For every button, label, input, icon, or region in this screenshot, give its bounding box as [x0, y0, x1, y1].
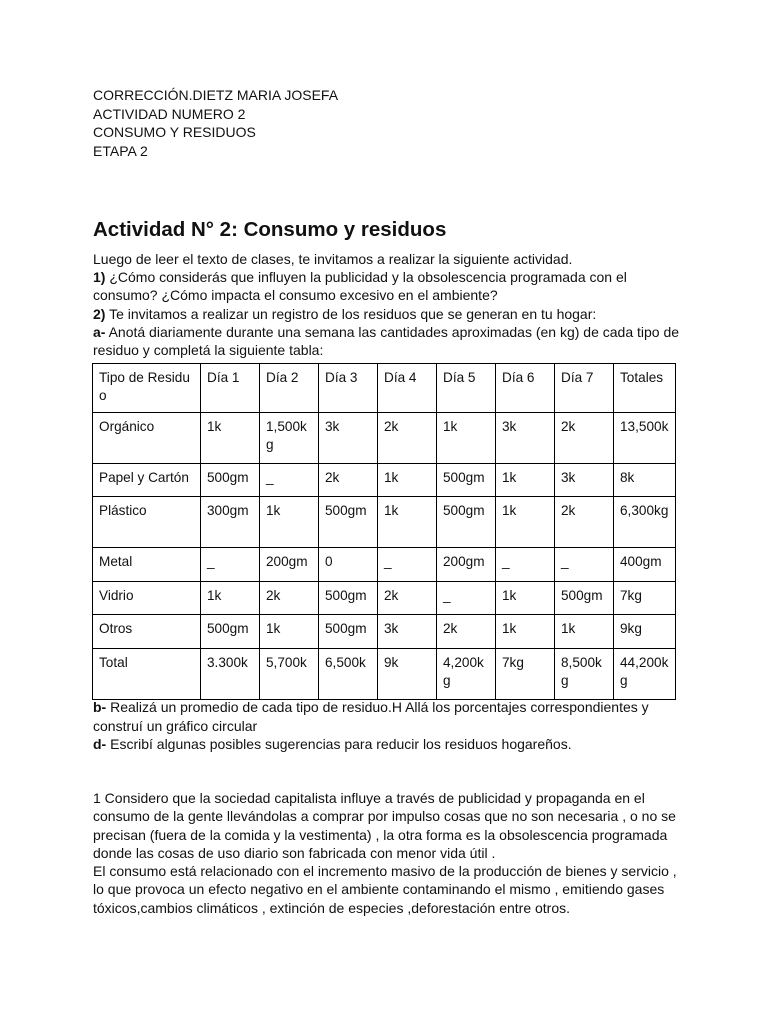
header-activity-line: ACTIVIDAD NUMERO 2	[93, 105, 246, 122]
table-cell: 44,200kg	[614, 649, 676, 700]
table-cell: 2k	[555, 497, 614, 548]
table-cell: 2k	[378, 413, 437, 464]
table-cell: 500gm	[319, 582, 378, 615]
table-cell: 6,500k	[319, 649, 378, 700]
table-cell: 1k	[260, 615, 319, 649]
table-cell: 3.300k	[201, 649, 260, 700]
table-cell: 2k	[260, 582, 319, 615]
question-1-text: ¿Cómo considerás que influyen la publicidad y la obsolescencia programada con el consumo? ¿Cómo impacta el consumo excesivo en el ambiente?	[93, 269, 627, 304]
question-a-text: Anotá diariamente durante una semana las cantidades aproximadas (en kg) de cada tipo de residuo y completá la siguiente tabla:	[93, 323, 680, 359]
table-cell: 8k	[614, 464, 676, 497]
header-cell: Día 3	[319, 364, 378, 413]
table-cell: 200gm	[260, 548, 319, 582]
question-d	[93, 735, 683, 754]
header-stage-line: ETAPA 2	[93, 142, 148, 159]
question-1-label: 1)	[93, 269, 106, 286]
question-1	[93, 268, 683, 304]
table-cell: _	[201, 548, 260, 582]
table-cell: 8,500kg	[555, 649, 614, 700]
table-cell: 1k	[378, 497, 437, 548]
table-cell: 1k	[496, 582, 555, 615]
table-cell: 2k	[555, 413, 614, 464]
table-cell: Total	[93, 649, 201, 700]
table-cell: 1k	[555, 615, 614, 649]
table-cell: 1k	[201, 582, 260, 615]
table-header-row	[93, 364, 676, 413]
table-cell: 400gm	[614, 548, 676, 582]
table-cell: 2k	[437, 615, 496, 649]
table-cell: _	[260, 464, 319, 497]
table-cell: 500gm	[437, 497, 496, 548]
question-d-label: d-	[93, 736, 107, 752]
table-cell: 3k	[378, 615, 437, 649]
table-cell: 500gm	[201, 615, 260, 649]
table-cell: 1k	[378, 464, 437, 497]
table-row	[93, 615, 676, 649]
header-cell: Día 5	[437, 364, 496, 413]
question-2-label: 2)	[93, 305, 106, 322]
table-row	[93, 649, 676, 700]
table-cell: 5,700k	[260, 649, 319, 700]
header-cell: Día 1	[201, 364, 260, 413]
table-cell: Orgánico	[93, 413, 201, 464]
answer-paragraph-2: El consumo está relacionado con el incremento masivo de la producción de bienes y servicio , lo que provoca un efecto negativo en el ambiente contaminando el mismo , emitiendo gases tóxicos,cambios climáticos , extinción de especies ,deforestación entre otros.	[93, 863, 677, 916]
table-cell: 500gm	[319, 497, 378, 548]
table-cell: 300gm	[201, 497, 260, 548]
table-cell: 1k	[496, 497, 555, 548]
table-cell: 13,500k	[614, 413, 676, 464]
table-cell: 500gm	[437, 464, 496, 497]
waste-table	[92, 363, 676, 700]
question-a	[93, 323, 683, 359]
question-2	[93, 305, 683, 323]
intro-lead: Luego de leer el texto de clases, te invitamos a realizar la siguiente actividad.	[93, 251, 573, 267]
table-cell: 500gm	[319, 615, 378, 649]
table-cell: _	[496, 548, 555, 582]
answer-section	[93, 789, 683, 917]
question-b-text: Realizá un promedio de cada tipo de residuo.H Allá los porcentajes correspondientes y construí un gráfico circular	[93, 699, 649, 734]
additional-questions	[93, 698, 683, 754]
table-cell: 4,200kg	[437, 649, 496, 700]
table-cell: 1,500kg	[260, 413, 319, 464]
table-cell: 2k	[378, 582, 437, 615]
table-cell: 3k	[555, 464, 614, 497]
table-cell: _	[378, 548, 437, 582]
table-cell: 1k	[260, 497, 319, 548]
header-cell: Día 7	[555, 364, 614, 413]
table-cell: 7kg	[496, 649, 555, 700]
table-row	[93, 413, 676, 464]
activity-instructions	[93, 250, 683, 359]
table-cell: 9kg	[614, 615, 676, 649]
header-cell: Día 2	[260, 364, 319, 413]
table-row	[93, 548, 676, 582]
table-cell: _	[437, 582, 496, 615]
table-cell: 9k	[378, 649, 437, 700]
table-cell: Otros	[93, 615, 201, 649]
table-cell: 200gm	[437, 548, 496, 582]
question-a-label: a-	[93, 323, 106, 340]
answer-paragraph-1: 1 Considero que la sociedad capitalista influye a través de publicidad y propaganda en el consumo de la gente llevándolas a comprar por impulso cosas que no son necesaria , o no se precisan (fuera de la comida y la vestimenta) , la otra forma es la obsolescencia programada donde las cosas de uso diario son fabricada con menor vida útil .	[93, 790, 676, 861]
table-cell: 2k	[319, 464, 378, 497]
table-row	[93, 582, 676, 615]
table-cell: 1k	[496, 464, 555, 497]
table-cell: 1k	[201, 413, 260, 464]
table-cell: Vidrio	[93, 582, 201, 615]
table-cell: 1k	[437, 413, 496, 464]
table-cell: Plástico	[93, 497, 201, 548]
table-cell: 1k	[496, 615, 555, 649]
question-b-label: b-	[93, 699, 107, 715]
table-cell: _	[555, 548, 614, 582]
table-cell: 500gm	[201, 464, 260, 497]
header-cell: Tipo de Residuo	[93, 364, 201, 413]
table-row	[93, 464, 676, 497]
question-d-text: Escribí algunas posibles sugerencias para reducir los residuos hogareños.	[106, 736, 572, 752]
table-cell: 3k	[319, 413, 378, 464]
activity-title: Actividad N° 2: Consumo y residuos	[93, 218, 447, 241]
header-cell: Totales	[614, 364, 676, 413]
table-row	[93, 497, 676, 548]
table-cell: 3k	[496, 413, 555, 464]
table-cell: 0	[319, 548, 378, 582]
document-header	[93, 86, 338, 160]
header-cell: Día 4	[378, 364, 437, 413]
table-cell: Papel y Cartón	[93, 464, 201, 497]
question-b	[93, 698, 683, 735]
table-cell: 6,300kg	[614, 497, 676, 548]
question-2-text: Te invitamos a realizar un registro de los residuos que se generan en tu hogar:	[105, 305, 597, 322]
header-author-line: CORRECCIÓN.DIETZ MARIA JOSEFA	[93, 87, 339, 103]
table-cell: Metal	[93, 548, 201, 582]
table-cell: 7kg	[614, 582, 676, 615]
table-cell: 500gm	[555, 582, 614, 615]
header-topic-line: CONSUMO Y RESIDUOS	[93, 124, 256, 140]
header-cell: Día 6	[496, 364, 555, 413]
